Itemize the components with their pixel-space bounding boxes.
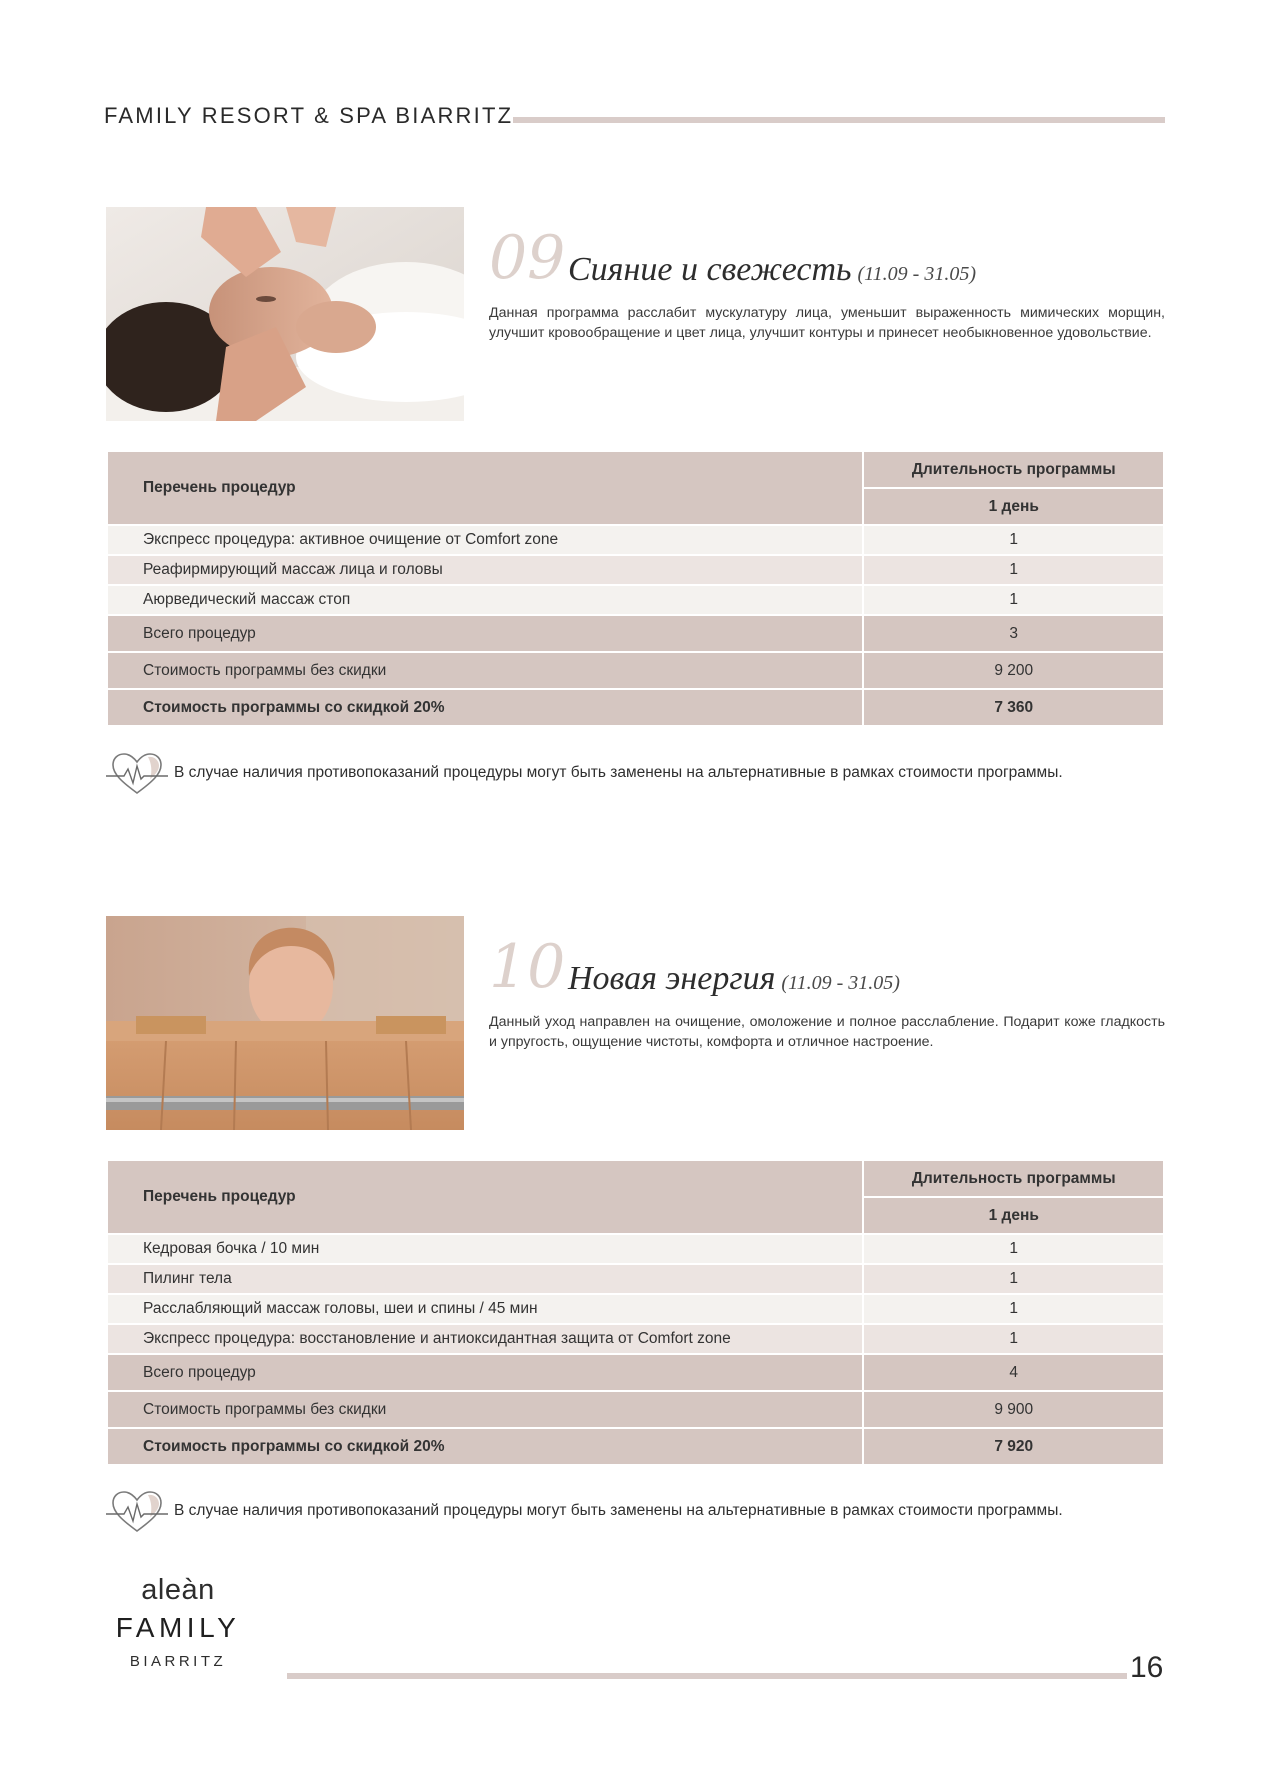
total-label: Всего процедур [107,1354,863,1391]
header-divider [513,117,1165,123]
table-header-procedures: Перечень процедур [107,451,863,525]
price-value: 9 900 [863,1391,1164,1428]
table-row [107,1264,1164,1294]
note-text: В случае наличия противопоказаний процедуры могут быть заменены на альтернативные в рамках стоимости программы. [174,764,1063,781]
procedure-count: 1 [863,525,1164,555]
logo-brand-text: aleàn [141,1574,215,1606]
contraindication-note [106,1487,1186,1537]
table-row-discount [107,1428,1164,1465]
table-header-duration: Длительность программы [863,451,1164,488]
table-row-discount [107,689,1164,726]
program-title [568,962,900,996]
cedar-barrel-image [106,916,464,1130]
price-label: Стоимость программы без скидки [107,1391,863,1428]
table-row-price [107,652,1164,689]
discount-label: Стоимость программы со скидкой 20% [107,1428,863,1465]
facial-massage-image [106,207,464,421]
table-row [107,525,1164,555]
program-photo-facial-massage [106,207,464,421]
page-number: 16 [1130,1651,1164,1684]
procedures-table [106,450,1165,727]
procedure-count: 1 [863,1294,1164,1324]
procedure-count: 1 [863,1234,1164,1264]
program-description: Данный уход направлен на очищение, омоложение и полное расслабление. Подарит коже гладкость и упругость, ощущение чистоты, комфорта и отличное настроение. [489,1014,1165,1050]
procedure-name: Кедровая бочка / 10 мин [107,1234,863,1264]
footer-divider [287,1673,1127,1679]
logo-family-text: FAMILY [115,1612,241,1643]
discount-value: 7 920 [863,1428,1164,1465]
heart-pulse-icon [106,749,168,799]
program-title-text: Новая энергия [568,960,776,997]
heart-pulse-icon [106,1487,168,1537]
program-dates: (11.09 - 31.05) [781,972,900,994]
procedure-name: Экспресс процедура: активное очищение от Comfort zone [107,525,863,555]
page-header-title: FAMILY RESORT & SPA BIARRITZ [104,103,514,128]
program-description: Данная программа расслабит мускулатуру лица, уменьшит выраженность мимических морщин, улучшит кровообращение и цвет лица, улучшит контуры и принесет необыкновенное удовольствие. [489,305,1165,341]
procedure-count: 1 [863,555,1164,585]
procedure-name: Экспресс процедура: восстановление и антиоксидантная защита от Comfort zone [107,1324,863,1354]
total-value: 4 [863,1354,1164,1391]
table-header-duration: Длительность программы [863,1160,1164,1197]
table-header-days: 1 день [863,1197,1164,1234]
procedure-name: Расслабляющий массаж головы, шеи и спины / 45 мин [107,1294,863,1324]
table-row [107,1234,1164,1264]
alean-family-logo [108,1576,248,1669]
total-label: Всего процедур [107,615,863,652]
discount-label: Стоимость программы со скидкой 20% [107,689,863,726]
table-row-total [107,615,1164,652]
program-photo-cedar-barrel [106,916,464,1130]
table-header-days: 1 день [863,488,1164,525]
procedure-name: Реафирмирующий массаж лица и головы [107,555,863,585]
contraindication-note [106,749,1186,799]
program-number: 10 [489,932,566,1002]
discount-value: 7 360 [863,689,1164,726]
procedure-name: Пилинг тела [107,1264,863,1294]
program-title-text: Сияние и свежесть [568,251,852,288]
total-value: 3 [863,615,1164,652]
program-title [568,253,976,287]
table-row-total [107,1354,1164,1391]
procedures-table [106,1159,1165,1466]
price-label: Стоимость программы без скидки [107,652,863,689]
procedure-count: 1 [863,585,1164,615]
table-row [107,585,1164,615]
note-text: В случае наличия противопоказаний процедуры могут быть заменены на альтернативные в рамках стоимости программы. [174,1502,1063,1519]
procedure-count: 1 [863,1264,1164,1294]
table-row [107,555,1164,585]
price-value: 9 200 [863,652,1164,689]
logo-location-text: BIARRITZ [129,1653,227,1670]
table-row [107,1294,1164,1324]
program-dates: (11.09 - 31.05) [857,263,976,285]
procedure-name: Аюрведический массаж стоп [107,585,863,615]
table-row [107,1324,1164,1354]
table-header-procedures: Перечень процедур [107,1160,863,1234]
table-row-price [107,1391,1164,1428]
procedure-count: 1 [863,1324,1164,1354]
program-number: 09 [489,223,566,293]
